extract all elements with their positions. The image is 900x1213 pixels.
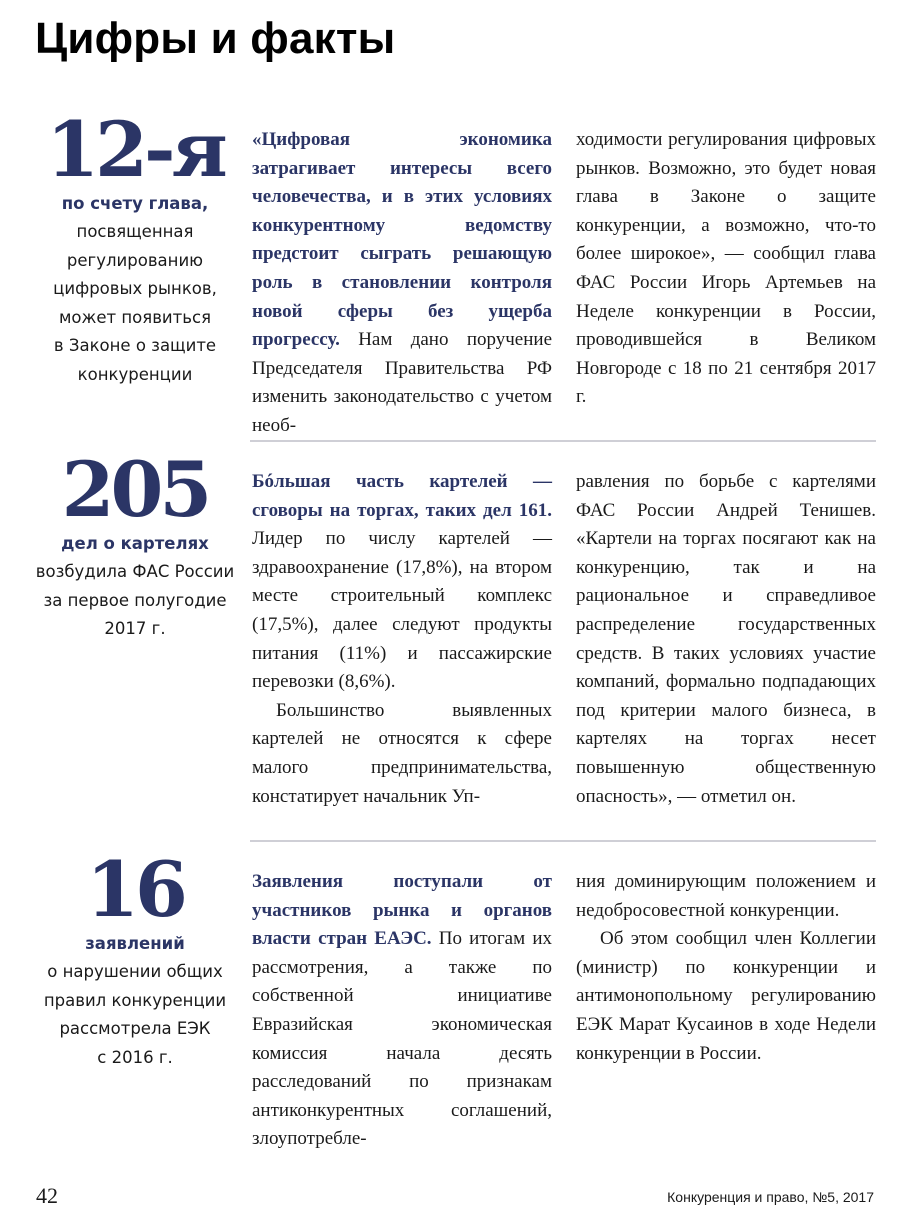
- fact-1-caption-line: конкуренции: [77, 364, 193, 384]
- fact-1-body-continued: ходимости регулирования цифровых рынков. Возможно, это будет новая глава в Законе о защите конкуренции, а возможно, что-то более широкое», — сообщил глава ФАС России Игорь Артемьев на Неделе конкуренции в России, проводившейся в Великом Новгороде с 18 по 21 сентября 2017 г.: [576, 129, 876, 408]
- fact-3-caption-line: о нарушении общих: [47, 962, 223, 981]
- fact-3-summary: [35, 845, 235, 1072]
- page-number: 42: [36, 1183, 58, 1208]
- fact-2-body-continued: равления по борьбе с картелями ФАС России Андрей Тенишев. «Картели на торгах посягают как на конкуренцию, так и на рациональное и справедливое распределение государственных средств. В таких условиях участие компаний, формально подпадающих под критерии малого бизнеса, в картелях на торгах несет повышенную общественную опасность», — отметил он.: [576, 471, 876, 807]
- fact-1-body: Нам дано поручение Председателя Правительства РФ изменить законодательство с учетом необ-: [252, 329, 552, 436]
- fact-1-caption-line: в Законе о защите: [53, 336, 217, 355]
- fact-3-column-1: [252, 868, 552, 1154]
- fact-3-caption-line: правил конкуренции: [43, 990, 227, 1010]
- fact-3-caption-line: рассмотрела ЕЭК: [59, 1019, 211, 1038]
- fact-1-caption-line: регулированию: [66, 250, 204, 270]
- fact-3-caption-line: с 2016 г.: [97, 1047, 173, 1067]
- fact-3-body-paragraph-2: Об этом сообщил член Коллегии (министр) по конкуренции и антимонопольному регулированию ЕЭК Марат Кусаинов в ходе Недели конкуренции в России.: [576, 928, 876, 1064]
- journal-issue: Конкуренция и право, №5, 2017: [667, 1189, 874, 1205]
- fact-2-caption-line: 2017 г.: [104, 619, 166, 638]
- fact-3-caption-bold: заявлений: [85, 934, 185, 953]
- fact-2-caption-bold: дел о картелях: [61, 534, 209, 553]
- fact-1-caption-line: цифровых рынков,: [53, 279, 217, 298]
- fact-1-caption-line: может появиться: [58, 307, 211, 327]
- fact-1-caption-bold: по счету глава,: [61, 194, 209, 213]
- fact-3-number: 16: [86, 845, 184, 934]
- fact-2-column-1: [252, 468, 552, 811]
- fact-3-lead: Заявления поступали от участников рынка и органов власти стран ЕАЭС.: [252, 871, 552, 950]
- fact-1-caption-line: посвященная: [76, 222, 194, 241]
- section-divider: [250, 440, 876, 442]
- fact-3-body: По итогам их рассмотрения, а также по собственной инициативе Евразийская экономическая комиссия начала десять расследований по признакам антиконкурентных соглашений, злоупотребле-: [252, 928, 552, 1150]
- fact-2-body-paragraph-2: Большинство выявленных картелей не относятся к сфере малого предпринимательства, констатирует начальник Уп-: [252, 699, 552, 807]
- fact-2-caption-line: за первое полугодие: [43, 590, 227, 610]
- fact-3-body-continued: ния доминирующим положением и недобросовестной конкуренции.: [576, 871, 876, 921]
- fact-2-caption-line: возбудила ФАС России: [35, 562, 235, 581]
- fact-2-body: Лидер по числу картелей — здравоохранение (17,8%), на втором месте строительный комплекс (17,5%), далее следуют продукты питания (11%) и пассажирские перевозки (8,6%).: [252, 528, 552, 693]
- fact-1-summary: [35, 105, 235, 389]
- fact-1-lead: «Цифровая экономика затрагивает интересы всего человечества, и в этих условиях конкурентному ведомству предстоит сыграть решающую роль в становлении контроля новой сферы без ущерба прогрессу.: [252, 129, 552, 351]
- fact-1-column-2: [576, 126, 876, 412]
- page-title: Цифры и факты: [35, 14, 396, 63]
- section-divider: [250, 840, 876, 842]
- fact-1-column-1: [252, 126, 552, 441]
- fact-2-lead: Бóльшая часть картелей — сговоры на торгах, таких дел 161.: [252, 471, 552, 521]
- fact-2-summary: [35, 445, 235, 644]
- fact-3-column-2: [576, 868, 876, 1068]
- fact-1-number: 12-я: [46, 105, 224, 194]
- fact-2-column-2: [576, 468, 876, 811]
- fact-2-number: 205: [61, 445, 209, 534]
